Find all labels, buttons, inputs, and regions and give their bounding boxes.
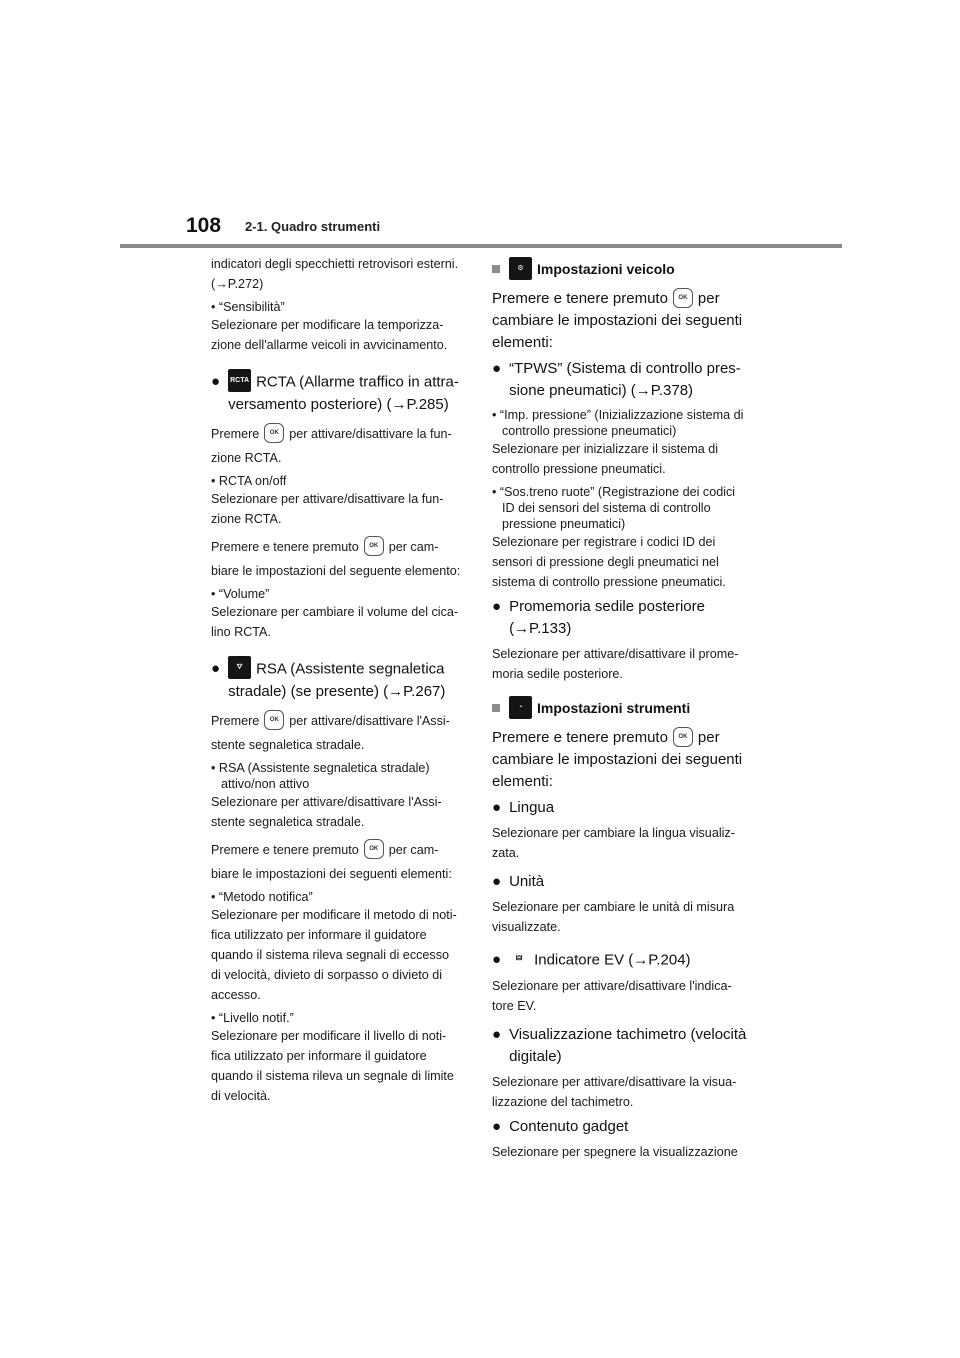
gadget-heading: ● Contenuto gadget (492, 1116, 747, 1138)
pressure-bullet: • “Imp. pressione” (Inizializzazione sistema di controllo pressione pneumatici) (492, 408, 744, 438)
language-heading: ● Lingua (492, 797, 747, 819)
ok-button-icon: OK (673, 288, 693, 308)
ok-button-icon: OK (264, 710, 284, 730)
vehicle-para-1: Premere e tenere premuto OK per (492, 288, 747, 310)
meter-para-1: Premere e tenere premuto OK per (492, 727, 747, 749)
bullet-dot: ● (492, 951, 502, 968)
bullet-dot: ● (492, 799, 502, 816)
section-square (492, 265, 500, 273)
rcta-icon: RCTA (228, 369, 251, 392)
ok-button-icon: OK (364, 536, 384, 556)
vehicle-settings-icon: ⚙ (509, 257, 532, 280)
bullet-dot: ● (492, 360, 502, 377)
right-column: ⚙ Impostazioni veicolo Premere e tenere premuto OK per cambiare le impostazioni dei seguenti elementi: ● “TPWS” (Sistema di controllo pres- sione pneumatici) (→P.378) • “Imp. pressione” (Inizializzazione sistema di controllo pressione pneumatici) Selezionare per inizializzare il sistema di controllo pressione pneumatici. • “Sos.treno ruote” (Registrazione dei codici ID dei sensori del sistema di controllo pressione pneumatici) Selezionare per registrare i codici ID dei sensori di pressione degli pneumatici nel sistema di controllo pressione pneumatici. ● Promemoria sedile posteriore (→P.133) Selezionare per attivare/disattivare il prome- moria sedile posteriore. ◔ Impostazioni strumenti Premere e tenere premuto OK per cambiare le impostazioni dei seguenti elementi: ● Lingua Selezionare per cambiare la lingua visualiz- zata. ● Unità Selezionare per cambiare le unità di misura visualizzate. ● 🜲 Indicatore EV (→P.204) Selezionare per attivare/disattivare l'indica- tore EV. ● Visualizzazione tachimetro (velocità digitale) Selezionare per attivare/disattivare la visua- lizzazione del tachimetro. ● Contenuto gadget Selezionare per spegnere la visualizzazione (492, 254, 747, 1162)
sensitivity-bullet: • “Sensibilità” (211, 300, 285, 314)
ev-indicator-heading: ● 🜲 Indicatore EV (→P.204) (492, 949, 747, 972)
volume-bullet: • “Volume” (211, 587, 270, 601)
bullet-dot: ● (492, 598, 502, 615)
section-square (492, 704, 500, 712)
bullet-dot: ● (211, 373, 221, 390)
intro-line: indicatori degli specchietti retrovisori esterni. (211, 257, 459, 271)
rsa-para-2: Premere e tenere premuto OK per cam- (211, 840, 466, 860)
vehicle-settings-heading: ⚙ Impostazioni veicolo (492, 257, 747, 280)
ok-button-icon: OK (264, 423, 284, 443)
speedometer-heading: ● Visualizzazione tachimetro (velocità digitale) (492, 1026, 747, 1065)
rear-seat-reminder-heading: ● Promemoria sedile posteriore (→P.133) (492, 598, 705, 637)
bullet-dot: ● (211, 660, 221, 677)
chapter-title: 2-1. Quadro strumenti (245, 219, 381, 234)
units-heading: ● Unità (492, 871, 747, 893)
tpws-heading: ● “TPWS” (Sistema di controllo pres- sione pneumatici) (→P.378) (492, 360, 741, 399)
rcta-para-2: Premere e tenere premuto OK per cam- (211, 537, 466, 557)
bullet-dot: ● (492, 1026, 502, 1043)
meter-settings-heading: ◔ Impostazioni strumenti (492, 696, 747, 719)
sensitivity-desc-2: zione dell'allarme veicoli in avvicinamento. (211, 338, 448, 352)
ok-button-icon: OK (673, 727, 693, 747)
rsa-para-1: Premere OK per attivare/disattivare l'Assi- (211, 711, 466, 731)
header-rule (120, 244, 842, 248)
rsa-bullet: • RSA (Assistente segnaletica stradale) attivo/non attivo (211, 761, 430, 791)
ok-button-icon: OK (364, 839, 384, 859)
sensitivity-desc-1: Selezionare per modificare la temporizza- (211, 318, 444, 332)
rcta-para-1: Premere OK per attivare/disattivare la fun- (211, 424, 466, 444)
level-bullet: • “Livello notif.” (211, 1011, 294, 1025)
rsa-heading: ● ⛛ RSA (Assistente segnaletica stradale) (se presente) (→P.267) (211, 658, 466, 703)
intro-ref: (→P.272) (211, 277, 264, 291)
ev-indicator-icon: 🜲 (515, 955, 523, 962)
bullet-dot: ● (492, 873, 502, 890)
left-column: indicatori degli specchietti retrovisori esterni. (→P.272) • “Sensibilità” Selezionare per modificare la temporizza- zione dell'allarme veicoli in avvicinamento. ● RCTA RCTA (Allarme traffico in attra- versamento posteriore) (→P.285) Premere OK per attivare/disattivare la fun- zione RCTA. • RCTA on/off Selezionare per attivare/disattivare la fun- zione RCTA. Premere e tenere premuto OK per cam- biare le impostazioni del seguente elemento: • “Volume” Selezionare per cambiare il volume del cica- lino RCTA. ● ⛛ RSA (Assistente segnaletica stradale) (se presente) (→P.267) Premere OK per attivare/disattivare l'Assi- stente segnaletica stradale. • RSA (Assistente segnaletica stradale) attivo/non attivo Selezionare per attivare/disattivare l'Assi- stente segnaletica stradale. Premere e tenere premuto OK per cam- biare le impostazioni dei seguenti elementi: • “Metodo notifica” Selezionare per modificare il metodo di noti- fica utilizzato per informare il guidatore quando il sistema rileva segnali di eccesso di velocità, divieto di sorpasso o divieto di accesso. • “Livello notif.” Selezionare per modificare il livello di noti- fica utilizzato per informare il guidatore quando il sistema rileva un segnale di limite di velocità. (211, 254, 466, 1106)
meter-settings-icon: ◔ (509, 696, 532, 719)
rsa-icon: ⛛ (228, 656, 251, 679)
bullet-dot: ● (492, 1118, 502, 1135)
page-number: 108 (186, 214, 222, 237)
rcta-heading: ● RCTA RCTA (Allarme traffico in attra- versamento posteriore) (→P.285) (211, 371, 466, 416)
rcta-bullet: • RCTA on/off (211, 474, 287, 488)
wheel-set-bullet: • “Sos.treno ruote” (Registrazione dei codici ID dei sensori del sistema di controllo pressione pneumatici) (492, 485, 736, 531)
method-bullet: • “Metodo notifica” (211, 890, 313, 904)
